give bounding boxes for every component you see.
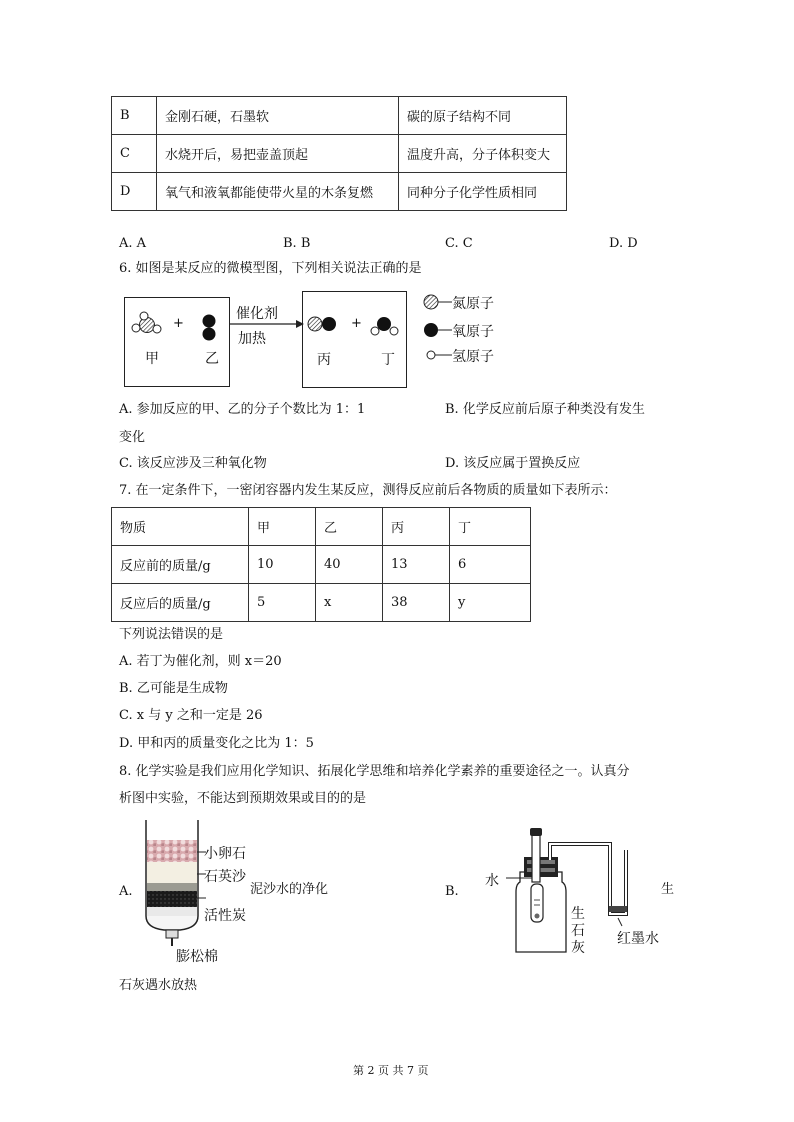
table-cell: D <box>112 173 157 211</box>
q5-choice-c[interactable]: C. C <box>445 236 473 251</box>
table-cell: 温度升高，分子体积变大 <box>399 135 567 173</box>
nitric-oxide-molecule <box>308 317 336 331</box>
q7-option-c[interactable]: C. x 与 y 之和一定是 26 <box>119 708 263 723</box>
table-row <box>112 135 567 173</box>
q7-prompt: 下列说法错误的是 <box>119 627 224 642</box>
q8-option-b-caption-start: 生 <box>661 882 675 897</box>
reactants-box <box>124 297 230 387</box>
table-cell: 水烧开后，易把壶盖顶起 <box>157 135 399 173</box>
label-ding: 丁 <box>381 352 395 368</box>
plus-sign: + <box>351 316 362 331</box>
q6-stem: 6. 如图是某反应的微模型图，下列相关说法正确的是 <box>119 261 422 276</box>
label-sand: 石英沙 <box>204 869 246 885</box>
label-bing: 丙 <box>317 352 331 368</box>
label-yi: 乙 <box>205 351 219 367</box>
table-cell: 5 <box>249 584 316 622</box>
water-filter-diagram <box>140 818 210 948</box>
table-header-cell: 乙 <box>316 508 383 546</box>
q7-stem: 7. 在一定条件下，一密闭容器内发生某反应，测得反应前后各物质的质量如下表所示： <box>119 483 617 498</box>
reactant-molecules <box>125 298 229 386</box>
atom-legend-icons <box>420 292 456 364</box>
q7-option-a[interactable]: A. 若丁为催化剂，则 x＝20 <box>119 654 282 669</box>
cotton-layer <box>147 907 197 916</box>
table-row <box>112 584 531 622</box>
table-cell: 同种分子化学性质相同 <box>399 173 567 211</box>
q8-option-b[interactable]: B. <box>445 884 459 899</box>
q8-option-a-caption: 泥沙水的净化 <box>250 882 329 897</box>
label-carbon: 活性炭 <box>204 908 246 924</box>
table-cell: 反应后的质量/g <box>112 584 249 622</box>
label-lime-3: 灰 <box>571 940 585 956</box>
q8-option-b-caption-end: 石灰遇水放热 <box>119 978 198 993</box>
table-cell: 金刚石硬，石墨软 <box>157 97 399 135</box>
oxygen-molecule <box>203 315 216 341</box>
product-molecules <box>303 292 406 387</box>
plus-sign: + <box>173 316 184 331</box>
table-cell: B <box>112 97 157 135</box>
products-box <box>302 291 407 388</box>
q8-stem-line1: 8. 化学实验是我们应用化学知识、拓展化学思维和培养化学素养的重要途径之一。认真分 <box>119 764 630 779</box>
water-molecule <box>371 317 398 335</box>
q6-option-b[interactable]: B. 化学反应前后原子种类没有发生 <box>445 402 645 417</box>
label-pebble: 小卵石 <box>204 846 246 862</box>
table-header-cell: 甲 <box>249 508 316 546</box>
q6-option-a[interactable]: A. 参加反应的甲、乙的分子个数比为 1：1 <box>119 402 366 417</box>
table-row <box>112 508 531 546</box>
label-red-ink: 红墨水 <box>617 931 659 947</box>
legend-nitrogen: 氮原子 <box>452 296 494 312</box>
page-number: 第 2 页 共 7 页 <box>353 1064 429 1077</box>
q8-stem-line2: 析图中实验，不能达到预期效果或目的的是 <box>119 791 367 806</box>
q5-choice-d[interactable]: D. D <box>609 236 638 251</box>
table-header-cell: 丙 <box>383 508 450 546</box>
table-cell: 氧气和液氧都能使带火星的木条复燃 <box>157 173 399 211</box>
condition-catalyst: 催化剂 <box>236 306 278 322</box>
table-cell: 6 <box>450 546 531 584</box>
q5-choice-b[interactable]: B. B <box>283 236 311 251</box>
legend-oxygen: 氧原子 <box>452 324 494 340</box>
table-row <box>112 97 567 135</box>
q6-option-c[interactable]: C. 该反应涉及三种氧化物 <box>119 456 267 471</box>
label-lime-1: 生 <box>571 906 585 922</box>
legend-hydrogen: 氢原子 <box>452 349 494 365</box>
table-row <box>112 546 531 584</box>
table-header-cell: 丁 <box>450 508 531 546</box>
table-header-cell: 物质 <box>112 508 249 546</box>
q6-option-b-continued: 变化 <box>119 430 146 445</box>
q8-option-a[interactable]: A. <box>119 884 133 899</box>
label-cotton: 膨松棉 <box>176 949 218 965</box>
table-cell: C <box>112 135 157 173</box>
table-cell: 40 <box>316 546 383 584</box>
label-water: 水 <box>485 873 499 889</box>
q7-option-b[interactable]: B. 乙可能是生成物 <box>119 681 228 696</box>
table-cell: 反应前的质量/g <box>112 546 249 584</box>
table-row <box>112 173 567 211</box>
q7-mass-table <box>111 507 531 622</box>
table-cell: 10 <box>249 546 316 584</box>
table-cell: y <box>450 584 531 622</box>
carbon-layer <box>147 891 197 907</box>
table-cell: 碳的原子结构不同 <box>399 97 567 135</box>
q5-choice-a[interactable]: A. A <box>119 236 147 251</box>
table-cell: x <box>316 584 383 622</box>
table-cell: 38 <box>383 584 450 622</box>
q7-option-d[interactable]: D. 甲和丙的质量变化之比为 1：5 <box>119 736 314 751</box>
sand-layer <box>147 862 197 883</box>
condition-heat: 加热 <box>238 331 266 347</box>
label-lime-2: 石 <box>571 923 585 939</box>
sand-gravel-band <box>147 883 197 891</box>
label-jia: 甲 <box>145 351 159 367</box>
pebble-layer <box>147 840 197 862</box>
q5-table <box>111 96 567 211</box>
table-cell: 13 <box>383 546 450 584</box>
ammonia-molecule <box>132 312 161 333</box>
q6-option-d[interactable]: D. 该反应属于置换反应 <box>445 456 581 471</box>
